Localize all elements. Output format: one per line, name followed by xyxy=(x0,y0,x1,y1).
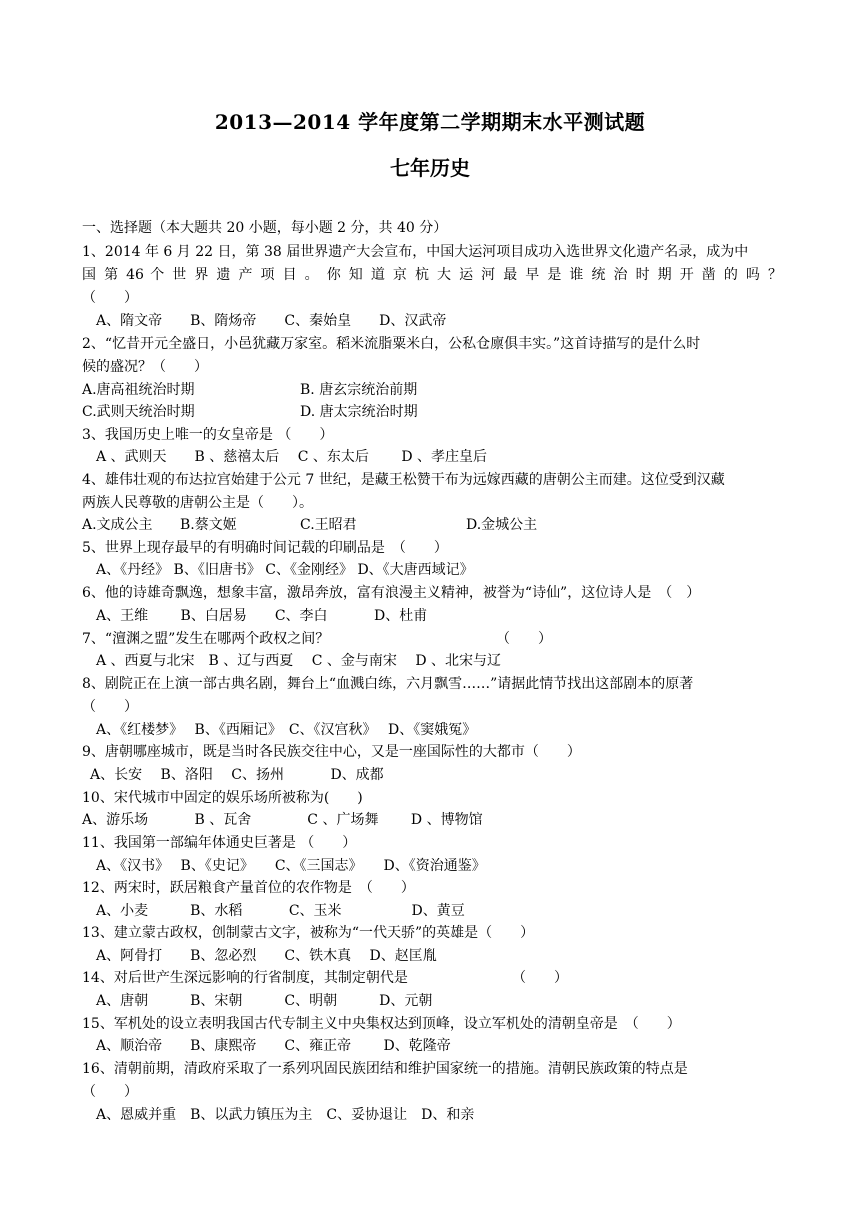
question-1-paren: （ ） xyxy=(82,290,138,306)
question-12-options: A、小麦 B、水稻 C、玉米 D、黄豆 xyxy=(96,903,465,919)
question-16-paren: （ ） xyxy=(82,1084,138,1100)
question-10-text: 10、宋代城市中固定的娱乐场所被称为( ) xyxy=(82,790,363,806)
question-2-option-d: D. 唐太宗统治时期 xyxy=(300,404,418,420)
question-6-options: A、王维 B、白居易 C、李白 D、杜甫 xyxy=(96,608,428,624)
question-3-options: A 、武则天 B 、慈禧太后 C 、东太后 D 、孝庄皇后 xyxy=(96,449,488,465)
question-15-options: A、顺治帝 B、康熙帝 C、雍正帝 D、乾隆帝 xyxy=(96,1038,451,1054)
question-9-text: 9、唐朝哪座城市，既是当时各民族交往中心，又是一座国际性的大都市（ ） xyxy=(82,744,581,760)
question-14-options: A、唐朝 B、宋朝 C、明朝 D、元朝 xyxy=(96,993,433,1009)
question-14-paren: （ ） xyxy=(512,970,568,986)
question-7-text: 7、“澶渊之盟”发生在哪两个政权之间？ xyxy=(82,631,330,647)
question-1-text-cont: 国 第 46 个 世 界 遗 产 项 目 。 你 知 道 京 杭 大 运 河 最 早 是 谁 统 治 时 期 开 凿 的 吗 ？ xyxy=(82,267,782,283)
question-8-text: 8、剧院正在上演一部古典名剧，舞台上“血溅白练，六月飘雪……”请据此情节找出这部剧本的原著 xyxy=(82,676,694,692)
question-13-options: A、阿骨打 B、忽必烈 C、铁木真 D、赵匡胤 xyxy=(96,948,437,964)
question-8-options: A、《红楼梦》 B、《西厢记》 C、《汉宫秋》 D、《窦娥冤》 xyxy=(96,722,477,738)
question-7-paren: （ ） xyxy=(496,631,552,647)
question-16-text: 16、清朝前期，清政府采取了一系列巩固民族团结和维护国家统一的措施。清朝民族政策的特点是 xyxy=(82,1061,688,1077)
question-3-text: 3、我国历史上唯一的女皇帝是 （ ） xyxy=(82,427,334,443)
question-2-text: 2、“忆昔开元全盛日，小邑犹藏万家室。稻米流脂粟米白，公私仓廪俱丰实。”这首诗描写的是什么时 xyxy=(82,336,701,352)
question-4-option-a: A.文成公主 xyxy=(82,517,153,533)
question-11-text: 11、我国第一部编年体通史巨著是 （ ） xyxy=(82,835,357,851)
exam-title: 2013—2014 学年度第二学期期末水平测试题 xyxy=(214,110,646,134)
question-2-text-cont: 候的盛况？（ ） xyxy=(82,359,208,375)
question-4-option-b: B.蔡文姬 xyxy=(180,517,237,533)
question-5-text: 5、世界上现存最早的有明确时间记载的印刷品是 （ ） xyxy=(82,540,448,556)
question-12-text: 12、两宋时，跃居粮食产量首位的农作物是 （ ） xyxy=(82,880,415,896)
question-6-text: 6、他的诗雄奇飘逸，想象丰富，激昂奔放，富有浪漫主义精神，被誉为“诗仙”，这位诗人是 （ ） xyxy=(82,585,701,601)
question-9-options: A、长安 B、洛阳 C、扬州 D、成都 xyxy=(90,767,384,783)
question-11-options: A、《汉书》 B、《史记》 C、《三国志》 D、《资治通鉴》 xyxy=(96,858,486,874)
question-1-options: A、隋文帝 B、隋炀帝 C、秦始皇 D、汉武帝 xyxy=(96,313,447,329)
question-2-option-a: A.唐高祖统治时期 xyxy=(82,382,195,398)
question-14-text: 14、对后世产生深远影响的行省制度，其制定朝代是 xyxy=(82,970,408,986)
question-4-option-d: D.金城公主 xyxy=(466,517,538,533)
question-4-text-cont: 两族人民尊敬的唐朝公主是（ ）。 xyxy=(82,495,313,511)
question-16-options: A、恩威并重 B、以武力镇压为主 C、妥协退让 D、和亲 xyxy=(96,1107,475,1123)
question-8-paren: （ ） xyxy=(82,699,138,715)
question-4-option-c: C.王昭君 xyxy=(300,517,357,533)
question-13-text: 13、建立蒙古政权，创制蒙古文字，被称为“一代天骄”的英雄是（ ） xyxy=(82,925,535,941)
question-4-text: 4、雄伟壮观的布达拉宫始建于公元 7 世纪，是藏王松赞干布为远嫁西藏的唐朝公主而建。这位受到汉藏 xyxy=(82,472,725,488)
exam-subtitle: 七年历史 xyxy=(390,156,470,180)
question-10-options: A、游乐场 B 、瓦舍 C 、广场舞 D 、博物馆 xyxy=(82,812,483,828)
question-1-text: 1、2014 年 6 月 22 日，第 38 届世界遗产大会宣布，中国大运河项目成功入选世界文化遗产名录，成为中 xyxy=(82,244,749,260)
question-2-option-b: B. 唐玄宗统治前期 xyxy=(300,382,418,398)
question-7-options: A 、西夏与北宋 B 、辽与西夏 C 、金与南宋 D 、北宋与辽 xyxy=(96,653,502,669)
question-5-options: A、《丹经》 B、《旧唐书》 C、《金刚经》 D、《大唐西域记》 xyxy=(96,562,474,578)
question-15-text: 15、军机处的设立表明我国古代专制主义中央集权达到顶峰，设立军机处的清朝皇帝是 （ ） xyxy=(82,1016,681,1032)
section-heading: 一、选择题（本大题共 20 小题，每小题 2 分，共 40 分） xyxy=(82,220,448,236)
question-2-option-c: C.武则天统治时期 xyxy=(82,404,195,420)
